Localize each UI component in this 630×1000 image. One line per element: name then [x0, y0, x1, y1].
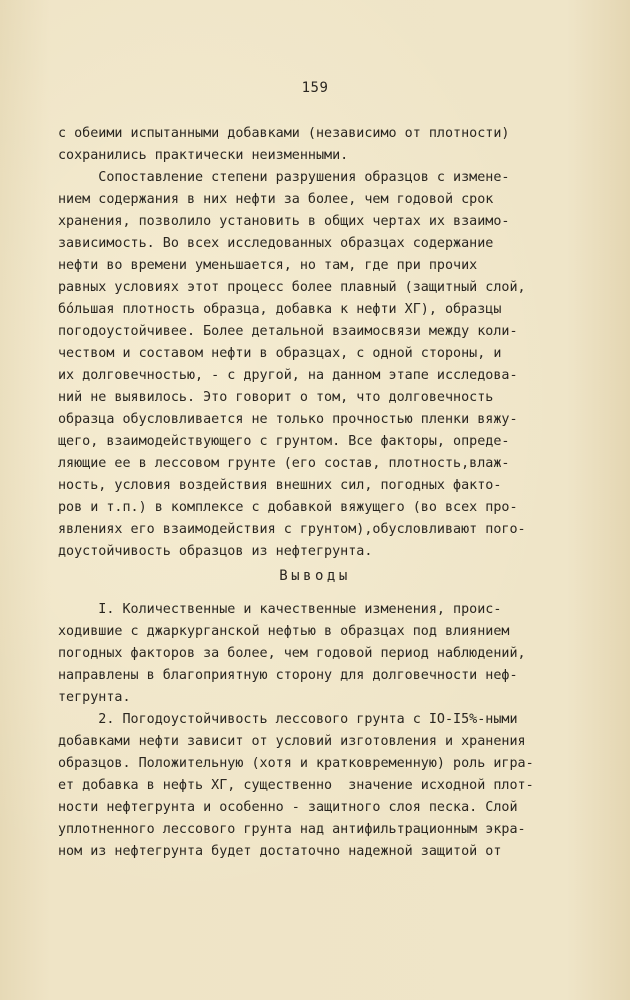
text-line: ляющие ее в лессовом грунте (его состав, плотность,влаж-: [58, 456, 510, 471]
text-line: образца обусловливается не только прочностью пленки вяжу-: [58, 412, 518, 427]
text-line: ходившие с джаркурганской нефтью в образцах под влиянием: [58, 624, 510, 639]
text-line: погодоустойчивее. Более детальной взаимосвязи между коли-: [58, 324, 518, 339]
text-line: бо́льшая плотность образца, добавка к нефти ХГ), образцы: [58, 302, 502, 317]
text-line: I. Количественные и качественные изменения, проис-: [58, 602, 502, 617]
text-line: Сопоставление степени разрушения образцов с измене-: [58, 170, 510, 185]
text-line: уплотненного лессового грунта над антифильтрационным экра-: [58, 822, 526, 837]
text-line: сохранились практически неизменными.: [58, 148, 349, 163]
text-line: чеством и составом нефти в образцах, с одной стороны, и: [58, 346, 502, 361]
text-line: ний не выявилось. Это говорит о том, что долговечность: [58, 390, 494, 405]
text-line: ров и т.п.) в комплексе с добавкой вяжущего (во всех про-: [58, 500, 518, 515]
text-line: явлениях его взаимодействия с грунтом),обусловливают пого-: [58, 522, 526, 537]
text-line: хранения, позволило установить в общих чертах их взаимо-: [58, 214, 510, 229]
text-line: доустойчивость образцов из нефтегрунта.: [58, 544, 373, 559]
text-line: равных условиях этот процесс более плавный (защитный слой,: [58, 280, 526, 295]
text-line: тегрунта.: [58, 690, 131, 705]
text-line: нием содержания в них нефти за более, чем годовой срок: [58, 192, 494, 207]
text-line: ности нефтегрунта и особенно - защитного слоя песка. Слой: [58, 800, 518, 815]
text-line: их долговечностью, - с другой, на данном этапе исследова-: [58, 368, 518, 383]
text-line: направлены в благоприятную сторону для долговечности неф-: [58, 668, 518, 683]
text-line: щего, взаимодействующего с грунтом. Все факторы, опреде-: [58, 434, 510, 449]
text-line: ном из нефтегрунта будет достаточно надежной защитой от: [58, 844, 502, 859]
text-line: погодных факторов за более, чем годовой период наблюдений,: [58, 646, 526, 661]
text-line: образцов. Положительную (хотя и кратковременную) роль игра-: [58, 756, 534, 771]
text-line: зависимость. Во всех исследованных образцах содержание: [58, 236, 494, 251]
page-number: 159: [301, 80, 329, 96]
text-line: нефти во времени уменьшается, но там, где при прочих: [58, 258, 478, 273]
text-line: ет добавка в нефть ХГ, существенно значение исходной плот-: [58, 778, 534, 793]
text-line: ность, условия воздействия внешних сил, погодных факто-: [58, 478, 502, 493]
section-heading: Выводы: [279, 568, 351, 584]
text-line: добавками нефти зависит от условий изготовления и хранения: [58, 734, 526, 749]
text-line: с обеими испытанными добавками (независимо от плотности): [58, 126, 510, 141]
text-line: 2. Погодоустойчивость лессового грунта с IO-I5%-ными: [58, 712, 518, 727]
